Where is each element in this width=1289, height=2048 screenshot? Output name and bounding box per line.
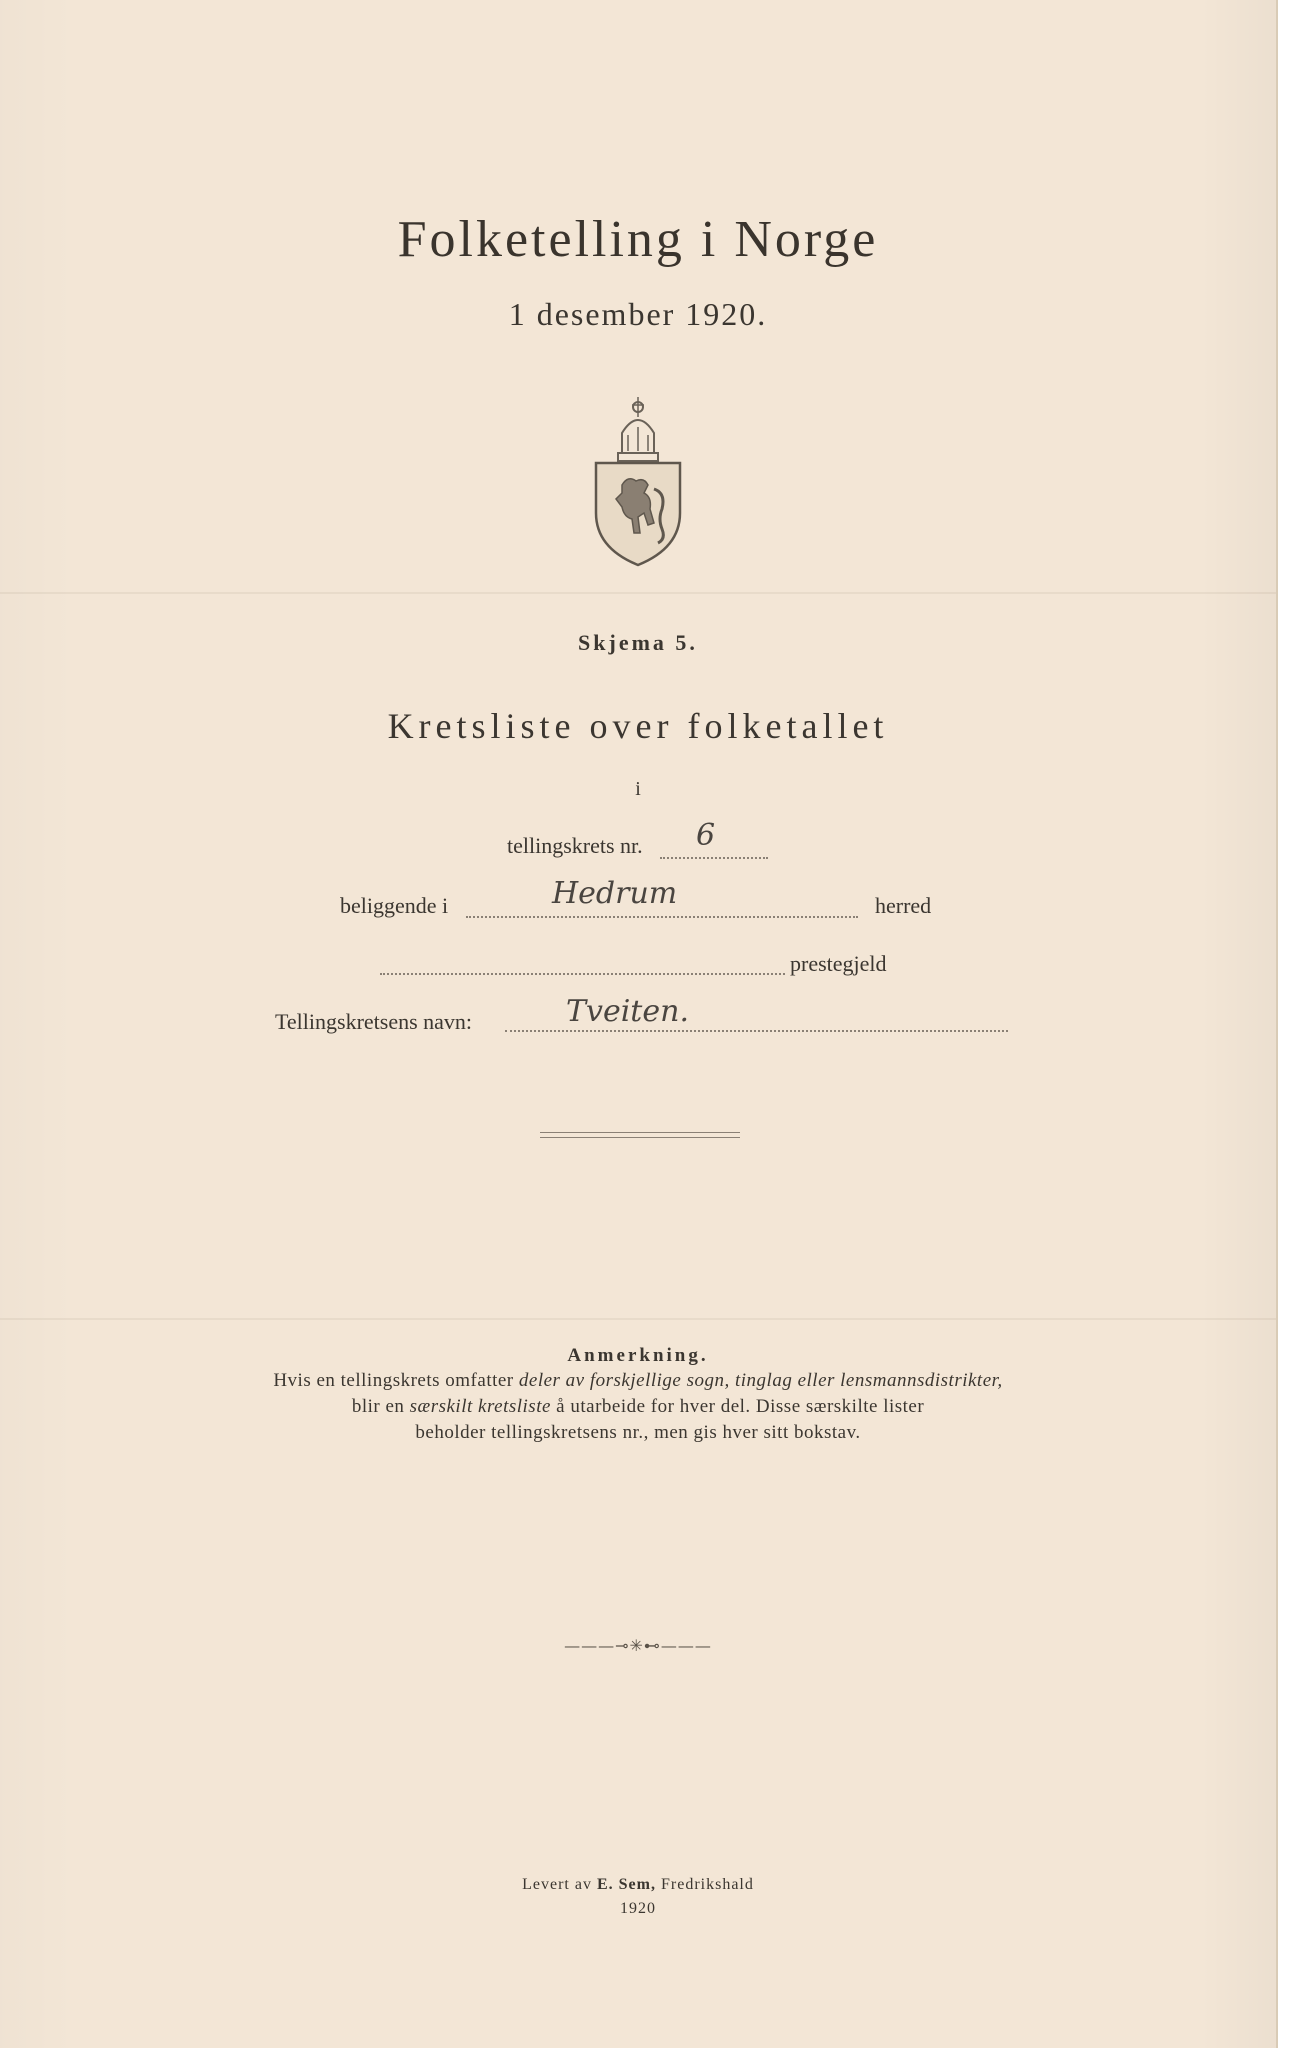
prestegjeld-label: prestegjeld [790,951,887,976]
beliggende-value: Hedrum [552,876,678,911]
schema-label: Skjema 5. [578,630,698,655]
form-title: Folketelling i Norge [397,211,879,268]
prestegjeld-line [380,973,785,975]
printer-year: 1920 [620,1900,656,1917]
separator-rule [540,1137,740,1138]
page-edge [1276,0,1289,2048]
note-line-2 [0,1396,1276,1418]
printer-place: Fredrikshald [655,1876,754,1893]
ornament-divider: ———⊸✳⊷——— [564,1636,712,1655]
krets-navn-label: Tellingskretsens navn: [275,1009,473,1034]
krets-navn-line [505,1030,1008,1032]
norwegian-lion-coat-of-arms-icon [592,393,684,568]
paper-fold-line [0,1318,1276,1320]
printer-credit-prefix: Levert av [522,1876,597,1893]
form-heading: Kretsliste over folketallet [387,706,889,746]
krets-nr-label: tellingskrets nr. [507,833,643,858]
note-text: å utarbeide for hver del. Disse særskilte lister [550,1396,925,1417]
krets-nr-line [660,857,768,859]
census-date: 1 desember 1920. [508,296,768,332]
note-line-1 [0,1370,1276,1392]
paper-fold-line [0,592,1276,594]
printer-credit [0,1876,1276,1894]
note-line-3: beholder tellingskretsens nr., men gis hver sitt bokstav. [415,1422,861,1443]
note-heading: Anmerkning. [567,1345,709,1366]
printer-name: E. Sem, [596,1876,656,1893]
beliggende-line [466,916,858,918]
preposition-label: i [635,778,641,800]
note-italic-text: deler av forskjellige sogn, tinglag eller lensmannsdistrikter, [518,1370,1003,1391]
krets-navn-value: Tveiten. [566,994,689,1029]
separator-rule [540,1132,740,1133]
krets-nr-value: 6 [696,818,716,853]
beliggende-label: beliggende i [340,893,449,918]
note-text: blir en [351,1396,410,1417]
note-italic-text: særskilt kretsliste [409,1396,551,1417]
herred-label: herred [875,893,932,918]
note-text: Hvis en tellingskrets omfatter [273,1370,519,1391]
